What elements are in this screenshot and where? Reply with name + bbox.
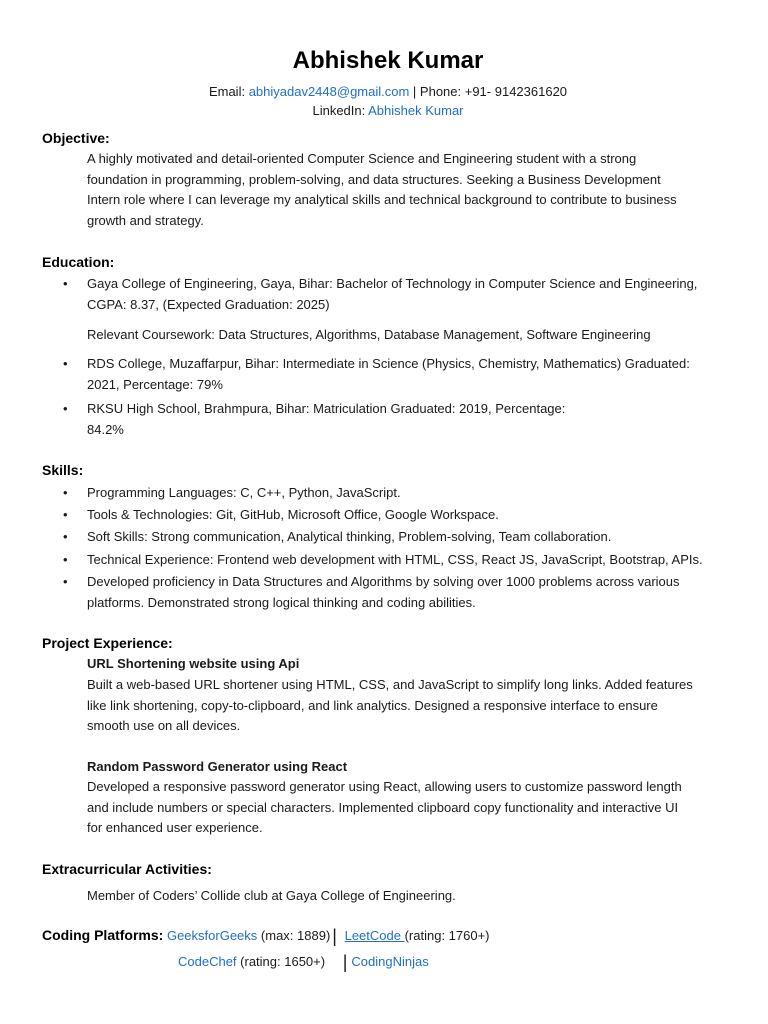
- coding-platforms-line: [42, 925, 490, 946]
- extracurricular-text: Member of Coders’ Collide club at Gaya College of Engineering.: [87, 888, 456, 903]
- education-line: RKSU High School, Brahmpura, Bihar: Matriculation Graduated: 2019, Percentage:: [87, 401, 566, 416]
- skill-line: platforms. Demonstrated strong logical thinking and coding abilities.: [87, 595, 476, 610]
- leetcode-rating: (rating: 1760+): [404, 928, 490, 943]
- project-title: URL Shortening website using Api: [87, 656, 300, 671]
- bullet-dot-icon: •: [63, 552, 68, 567]
- education-line: 2021, Percentage: 79%: [87, 377, 223, 392]
- skill-line: Technical Experience: Frontend web development with HTML, CSS, React JS, JavaScript, Bootstrap, APIs.: [87, 552, 703, 567]
- objective-text: [87, 149, 727, 231]
- leetcode-link[interactable]: LeetCode: [344, 928, 405, 943]
- objective-heading: Objective:: [42, 130, 110, 146]
- divider-bar: |: [342, 952, 348, 972]
- objective-line: Intern role where I can leverage my analytical skills and technical background to contribute to business: [87, 192, 677, 207]
- bullet-dot-icon: •: [63, 574, 68, 589]
- linkedin-label: LinkedIn:: [312, 103, 369, 118]
- skill-line: Tools & Technologies: Git, GitHub, Microsoft Office, Google Workspace.: [87, 507, 499, 522]
- resume-name: Abhishek Kumar: [292, 47, 484, 74]
- divider-bar: |: [332, 926, 337, 946]
- objective-line: growth and strategy.: [87, 212, 204, 228]
- education-item: [63, 273, 727, 315]
- project-line: smooth use on all devices.: [87, 718, 241, 733]
- coding-platforms-heading: Coding Platforms:: [42, 927, 164, 943]
- codechef-rating: (rating: 1650+): [236, 954, 326, 969]
- codechef-link[interactable]: CodeChef: [178, 954, 237, 969]
- geeksforgeeks-rating: (max: 1889): [257, 928, 331, 943]
- skill-item: [63, 504, 727, 525]
- bullet-dot-icon: •: [63, 529, 68, 544]
- project-line: for enhanced user experience.: [87, 820, 263, 835]
- objective-line: A highly motivated and detail-oriented Computer Science and Engineering student with a strong: [87, 151, 637, 166]
- contact-separator: |: [409, 84, 420, 99]
- coursework-text: Relevant Coursework: Data Structures, Algorithms, Database Management, Software Engineering: [87, 327, 651, 342]
- linkedin-line: [0, 101, 768, 121]
- project-line: and include numbers or special characters. Implemented clipboard copy functionality and interactive UI: [87, 799, 679, 815]
- geeksforgeeks-link[interactable]: GeeksforGeeks: [166, 928, 258, 943]
- extracurricular-heading: Extracurricular Activities:: [42, 861, 212, 877]
- contact-line: [0, 82, 768, 102]
- email-link[interactable]: abhiyadav2448@gmail.com: [248, 84, 410, 99]
- project-line: Built a web-based URL shortener using HTML, CSS, and JavaScript to simplify long links. Added features: [87, 677, 693, 692]
- bullet-dot-icon: •: [63, 485, 68, 500]
- education-line: RDS College, Muzaffarpur, Bihar: Intermediate in Science (Physics, Chemistry, Mathematics) Graduated:: [87, 356, 690, 371]
- email-label: Email:: [208, 84, 249, 99]
- skill-item: [63, 482, 727, 503]
- education-item: [63, 353, 727, 395]
- skill-line: Soft Skills: Strong communication, Analytical thinking, Problem-solving, Team collaboration.: [87, 529, 612, 544]
- skill-item: [63, 571, 727, 613]
- bullet-dot-icon: •: [63, 356, 68, 371]
- project-description: [87, 675, 727, 737]
- project-line: Developed a responsive password generator using React, allowing users to customize password length: [87, 779, 682, 794]
- education-item: [63, 398, 727, 440]
- skill-item: [63, 549, 727, 570]
- bullet-dot-icon: •: [63, 507, 68, 522]
- coding-platforms-line-2: [178, 952, 429, 972]
- skill-item: [63, 526, 727, 547]
- education-line: 84.2%: [87, 422, 124, 437]
- phone-text: Phone: +91- 9142361620: [419, 84, 568, 99]
- project-title: Random Password Generator using React: [87, 759, 348, 774]
- project-line: like link shortening, copy-to-clipboard, and link analytics. Designed a responsive interface to ensure: [87, 697, 658, 713]
- objective-line: foundation in programming, problem-solving, and data structures. Seeking a Business Development: [87, 171, 661, 187]
- linkedin-link[interactable]: Abhishek Kumar: [368, 103, 464, 118]
- education-line: Gaya College of Engineering, Gaya, Bihar: Bachelor of Technology in Computer Science and Engineering,: [87, 276, 698, 291]
- project-description: [87, 777, 727, 839]
- skill-line: Developed proficiency in Data Structures and Algorithms by solving over 1000 problems across various: [87, 574, 680, 589]
- bullet-dot-icon: •: [63, 276, 68, 291]
- codingninjas-link[interactable]: CodingNinjas: [351, 954, 429, 969]
- bullet-dot-icon: •: [63, 401, 68, 416]
- skill-line: Programming Languages: C, C++, Python, JavaScript.: [87, 485, 401, 500]
- education-heading: Education:: [42, 254, 115, 270]
- education-line: CGPA: 8.37, (Expected Graduation: 2025): [87, 297, 330, 312]
- skills-heading: Skills:: [42, 462, 84, 478]
- projects-heading: Project Experience:: [42, 635, 173, 651]
